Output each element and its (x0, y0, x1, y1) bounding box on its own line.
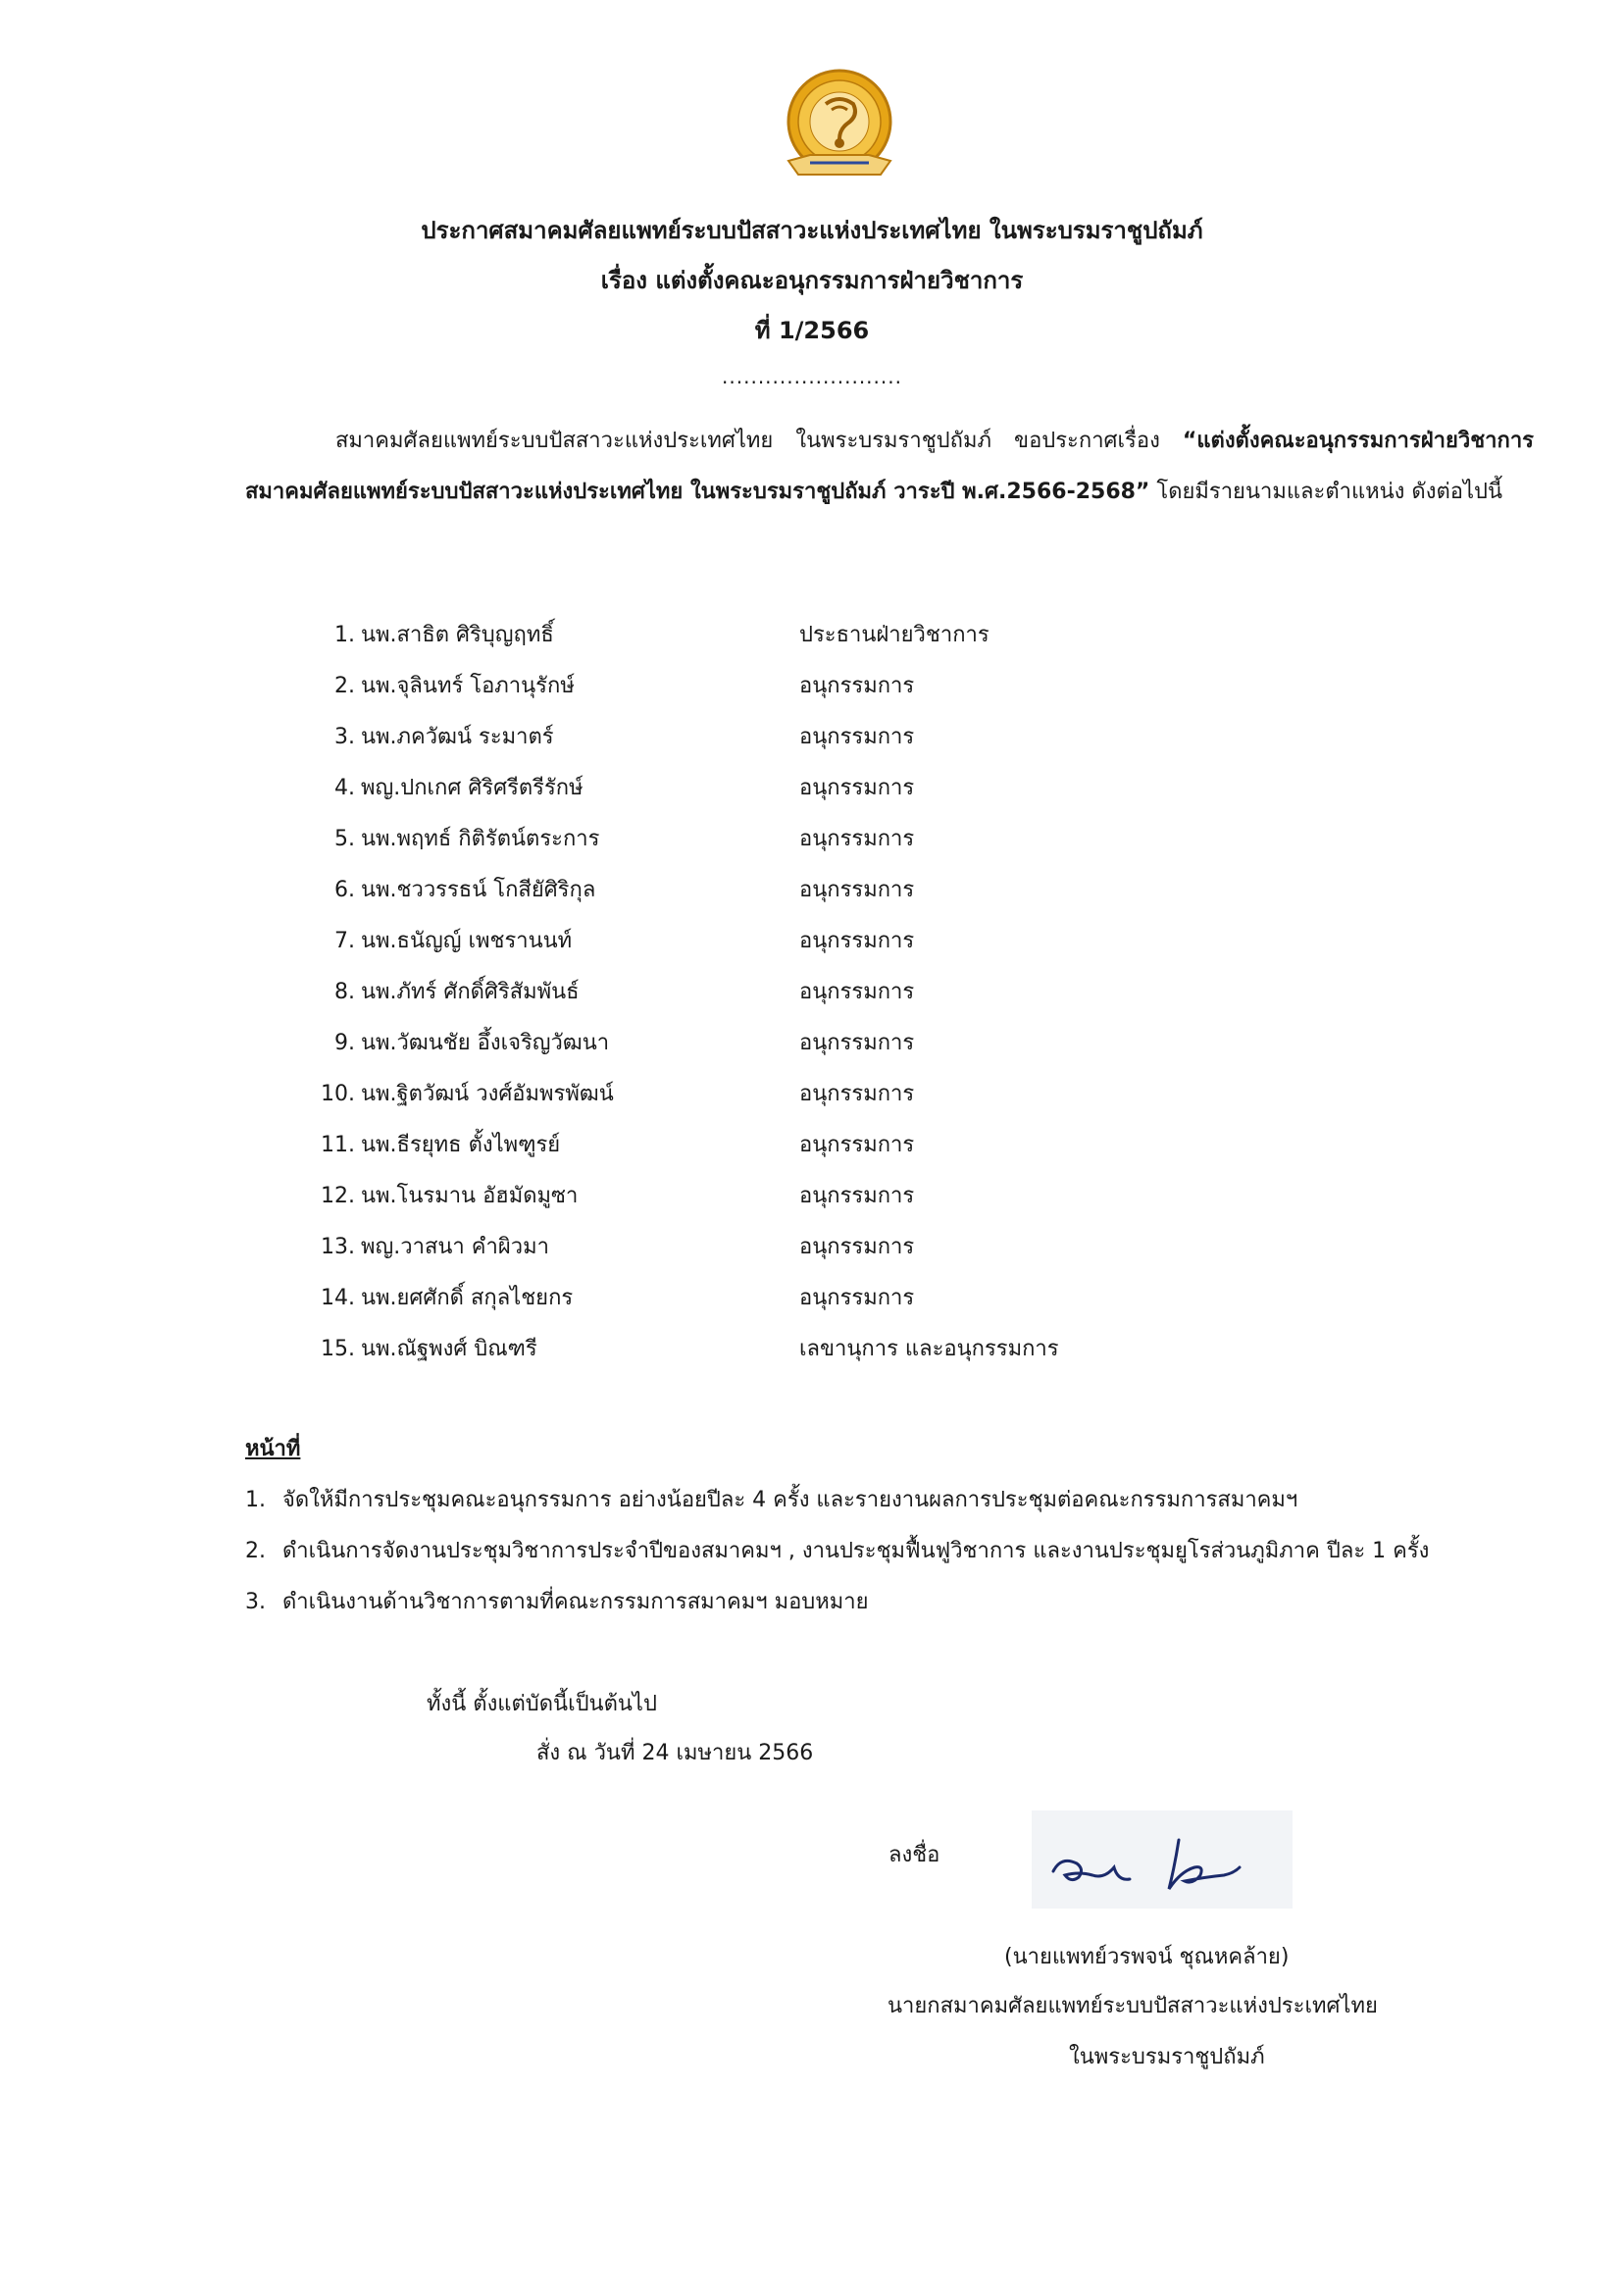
member-role: อนุกรรมการ (799, 1235, 915, 1259)
order-date: สั่ง ณ วันที่ 24 เมษายน 2566 (536, 1741, 814, 1765)
member-name: นพ.ธีรยุทธ ตั้งไพฑูรย์ (361, 1133, 561, 1157)
member-name: นพ.ภัทร์ ศักดิ์ศิริสัมพันธ์ (361, 980, 580, 1004)
signer-name: (นายแพทย์วรพจน์ ชุณหคล้าย) (1004, 1945, 1290, 1969)
announcement-title: ประกาศสมาคมศัลยแพทย์ระบบปัสสาวะแห่งประเทศไทย ในพระบรมราชูปถัมภ์ (421, 217, 1203, 244)
header-separator: ......................... (722, 365, 902, 388)
member-number: 6. (334, 878, 355, 902)
member-role: เลขานุการ และอนุกรรมการ (799, 1337, 1059, 1361)
duties-heading: หน้าที่ (245, 1437, 301, 1461)
member-role: อนุกรรมการ (799, 980, 915, 1004)
member-role: อนุกรรมการ (799, 1082, 915, 1106)
member-role: อนุกรรมการ (799, 929, 915, 953)
duty-number: 2. (245, 1539, 266, 1563)
signature-label: ลงชื่อ (888, 1843, 940, 1867)
member-name: นพ.โนรมาน อัฮมัดมูซา (361, 1184, 579, 1208)
member-role: อนุกรรมการ (799, 674, 915, 698)
member-number: 10. (321, 1082, 355, 1106)
duty-text: ดำเนินการจัดงานประชุมวิชาการประจำปีของสมาคมฯ , งานประชุมฟื้นฟูวิชาการ และงานประชุมยูโรส่วนภูมิภาค ปีละ 1 ครั้ง (282, 1539, 1430, 1563)
member-number: 12. (321, 1184, 355, 1208)
member-number: 9. (334, 1031, 355, 1055)
intro-text-bold: “แต่งตั้งคณะอนุกรรมการฝ่ายวิชาการ สมาคมศัลยแพทย์ระบบปัสสาวะแห่งประเทศไทย ในพระบรมราชูปถัมภ์ วาระปี พ.ศ.2566-2568” (245, 429, 1534, 504)
member-name: นพ.ณัฐพงศ์ บิณฑรี (361, 1337, 537, 1361)
member-name: นพ.วัฒนชัย อึ้งเจริญวัฒนา (361, 1031, 610, 1055)
member-name: นพ.สาธิต ศิริบุญฤทธิ์ (361, 623, 554, 647)
member-role: อนุกรรมการ (799, 1286, 915, 1310)
member-number: 13. (321, 1235, 355, 1259)
duty-number: 1. (245, 1488, 266, 1512)
member-name: นพ.ธนัญญ์ เพชรานนท์ (361, 929, 573, 953)
member-number: 4. (334, 776, 355, 800)
member-role: อนุกรรมการ (799, 725, 915, 749)
signer-title-line2: ในพระบรมราชูปถัมภ์ (1069, 2045, 1265, 2069)
member-name: พญ.วาสนา คำผิวมา (361, 1235, 549, 1259)
member-number: 5. (334, 827, 355, 851)
member-role: อนุกรรมการ (799, 1031, 915, 1055)
announcement-number: ที่ 1/2566 (754, 317, 870, 344)
duty-item (245, 1481, 1297, 1520)
effective-statement: ทั้งนี้ ตั้งแต่บัดนี้เป็นต้นไป (427, 1692, 657, 1716)
announcement-subject: เรื่อง แต่งตั้งคณะอนุกรรมการฝ่ายวิชาการ (600, 267, 1024, 294)
member-name: นพ.ยศศักดิ์ สกุลไชยกร (361, 1286, 574, 1310)
intro-paragraph (245, 416, 1534, 518)
member-number: 2. (334, 674, 355, 698)
member-number: 1. (334, 623, 355, 647)
association-seal-logo (775, 65, 904, 194)
member-name: นพ.ภควัฒน์ ระมาตร์ (361, 725, 554, 749)
member-role: อนุกรรมการ (799, 878, 915, 902)
member-number: 7. (334, 929, 355, 953)
member-name: นพ.ฐิตวัฒน์ วงศ์อัมพรพัฒน์ (361, 1082, 614, 1106)
member-role: อนุกรรมการ (799, 1133, 915, 1157)
duty-item (245, 1532, 1429, 1571)
member-name: นพ.พฤทธ์ กิติรัตน์ตระการ (361, 827, 600, 851)
member-number: 3. (334, 725, 355, 749)
signer-title: นายกสมาคมศัลยแพทย์ระบบปัสสาวะแห่งประเทศไทย (888, 1994, 1378, 2018)
handwritten-signature (1032, 1810, 1293, 1909)
member-number: 14. (321, 1286, 355, 1310)
duty-item (245, 1583, 869, 1622)
member-role: ประธานฝ่ายวิชาการ (799, 623, 990, 647)
duty-number: 3. (245, 1590, 266, 1614)
member-name: นพ.จุลินทร์ โอภานุรักษ์ (361, 674, 575, 698)
member-role: อนุกรรมการ (799, 776, 915, 800)
member-number: 8. (334, 980, 355, 1004)
duty-text: จัดให้มีการประชุมคณะอนุกรรมการ อย่างน้อยปีละ 4 ครั้ง และรายงานผลการประชุมต่อคณะกรรมการสมาคมฯ (282, 1488, 1298, 1512)
member-name: พญ.ปกเกศ ศิริศรีตรีรักษ์ (361, 776, 584, 800)
member-number: 15. (321, 1337, 355, 1361)
member-name: นพ.ชววรรธน์ โกสียัศิริกุล (361, 878, 596, 902)
member-role: อนุกรรมการ (799, 827, 915, 851)
duty-text: ดำเนินงานด้านวิชาการตามที่คณะกรรมการสมาคมฯ มอบหมาย (282, 1590, 869, 1614)
intro-text-after: โดยมีรายนามและตำแหน่ง ดังต่อไปนี้ (1156, 480, 1503, 504)
intro-text-before: สมาคมศัลยแพทย์ระบบปัสสาวะแห่งประเทศไทย ในพระบรมราชูปถัมภ์ ขอประกาศเรื่อง (335, 429, 1160, 453)
member-role: อนุกรรมการ (799, 1184, 915, 1208)
member-number: 11. (321, 1133, 355, 1157)
